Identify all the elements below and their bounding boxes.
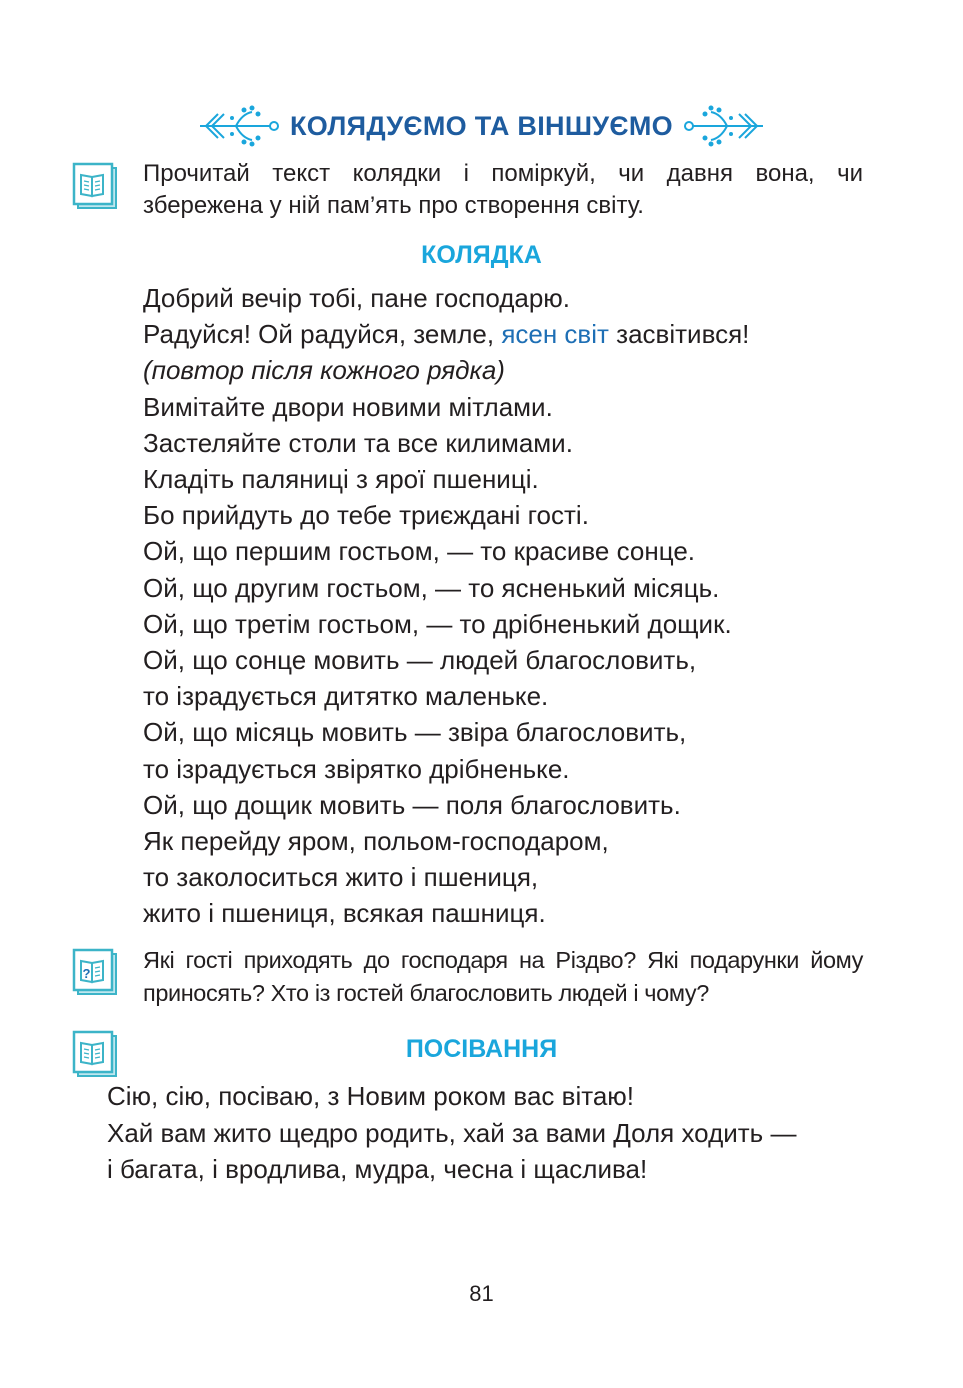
poem-line: Кладіть паляниці з ярої пшениці. <box>143 464 539 495</box>
poem-line: Як перейду яром, польом-господаром, <box>143 826 609 857</box>
section-title: КОЛЯДУЄМО ТА ВІНШУЄМО <box>290 110 673 141</box>
refrain-end: засвітився! <box>608 319 750 350</box>
poem-line: Бо прийдуть до тебе триєждані гості. <box>143 500 589 531</box>
posivannia-title: ПОСІВАННЯ <box>405 1035 558 1063</box>
refrain-start: Радуйся! Ой радуйся, земле, <box>143 319 502 350</box>
koliadka-poem <box>143 280 903 932</box>
poem-line: Сію, сію, посіваю, з Новим роком вас вітаю! <box>107 1081 635 1111</box>
poem-line: Ой, що першим гостьом, — то красиве сонце. <box>143 536 696 567</box>
poem-line: Вимітайте двори новими мітлами. <box>143 391 553 422</box>
poem-line: Ой, що сонце мовить — людей благословить, <box>143 645 697 676</box>
svg-text:?: ? <box>82 966 91 981</box>
poem-line: Добрий вечір тобі, пане господарю. <box>143 283 571 313</box>
task-questions-text: Які гості приходять до господаря на Різдво? Які подарунки йому приносять? Хто із гостей благословить людей і чому? <box>143 947 863 1006</box>
open-book-icon <box>72 162 118 210</box>
poem-line: Ой, що місяць мовить — звіра благословить, <box>143 717 687 748</box>
koliadka-title: КОЛЯДКА <box>421 241 542 269</box>
poem-line: жито і пшениця, всякая пашниця. <box>143 898 546 929</box>
poem-line: Хай вам жито щедро родить, хай за вами Доля ходить — <box>107 1117 797 1148</box>
task-read-text: Прочитай текст колядки і поміркуй, чи давня вона, чи збережена у ній пам’ять про створення світу. <box>143 160 863 219</box>
book-question-icon <box>72 948 118 996</box>
left-ornament-icon <box>196 104 282 148</box>
page-number: 81 <box>469 1281 494 1306</box>
poem-line: Ой, що дощик мовить — поля благословить. <box>143 789 681 820</box>
poem-line: то ізрадується дитятко маленьке. <box>143 681 549 712</box>
poem-line: і багата, і вродлива, мудра, чесна і щаслива! <box>107 1154 648 1184</box>
poem-line: Ой, що другим гостьом, — то ясненький місяць. <box>143 572 720 603</box>
repeat-note: (повтор після кожного рядка) <box>143 355 505 386</box>
posivannia-poem <box>107 1078 907 1188</box>
poem-line-refrain <box>143 316 903 352</box>
highlighted-phrase: ясен світ <box>501 319 609 350</box>
poem-line: Ой, що третім гостьом, — то дрібненький дощик. <box>143 608 732 639</box>
right-ornament-icon <box>681 104 767 148</box>
poem-line: то заколоситься жито і пшениця, <box>143 862 539 893</box>
poem-line: то ізрадується звірятко дрібненьке. <box>143 753 570 784</box>
section-heading <box>0 104 963 148</box>
poem-line: Застеляйте столи та все килимами. <box>143 427 573 458</box>
